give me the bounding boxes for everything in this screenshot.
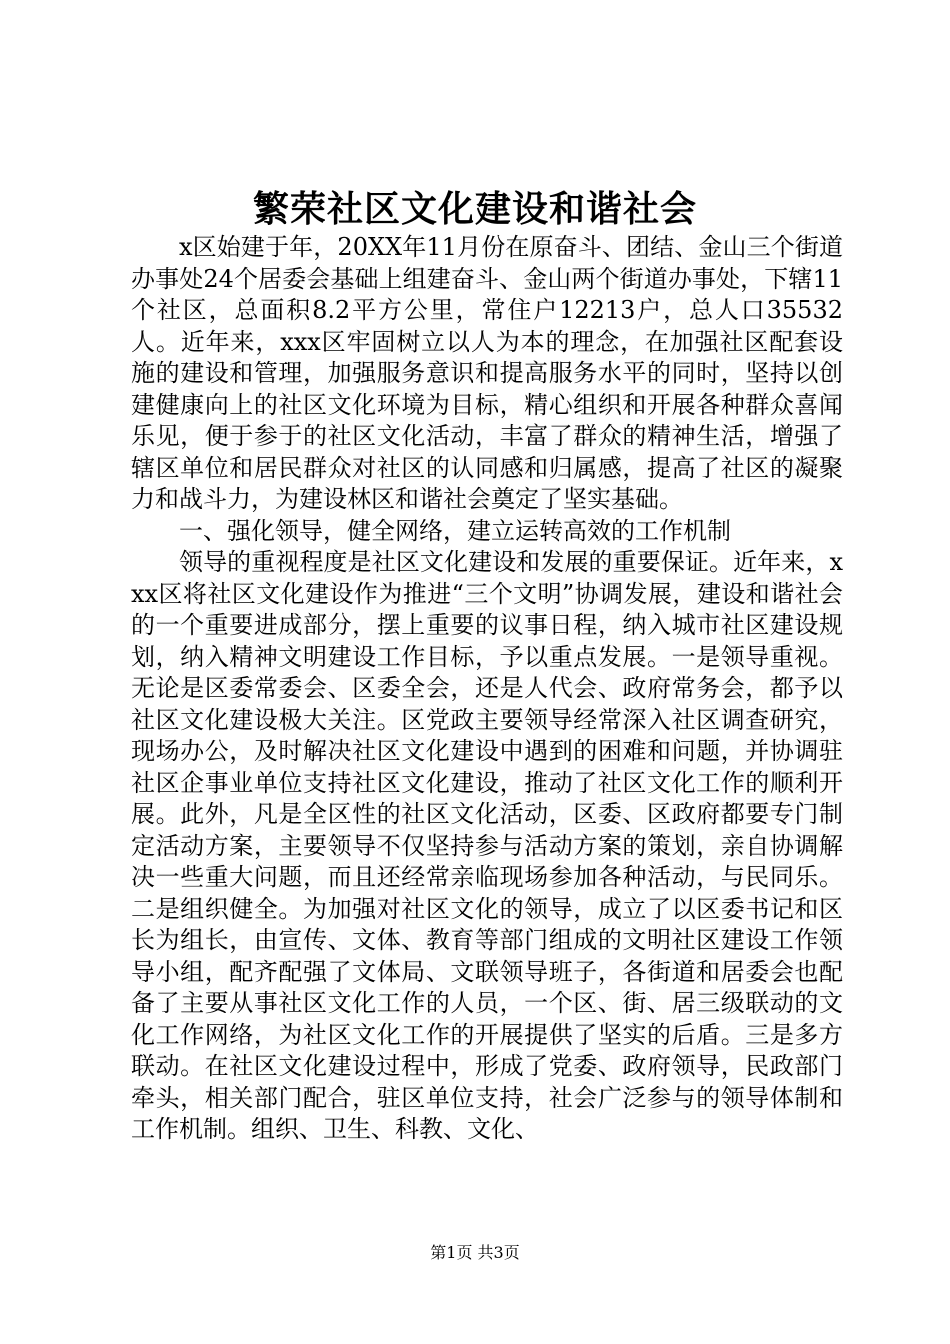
document-title: 繁荣社区文化建设和谐社会: [252, 188, 697, 230]
page-number-footer: 第1页 共3页: [430, 1243, 520, 1262]
paragraph-section-1: 领导的重视程度是社区文化建设和发展的重要保证。近年来，xxx区将社区文化建设作为推进“三个文明”协调发展，建设和谐社会的一个重要进成部分，摆上重要的议事日程，纳入城市社区建设规划，纳入精神文明建设工作目标，予以重点发展。一是领导重视。无论是区委常委会、区委全会，还是人代会、政府常务会，都予以社区文化建设极大关注。区党政主要领导经常深入社区调查研究，现场办公，及时解决社区文化建设中遇到的困难和问题，并协调驻社区企事业单位支持社区文化建设，推动了社区文化工作的顺利开展。此外，凡是全区性的社区文化活动，区委、区政府都要专门制定活动方案，主要领导不仅坚持参与活动方案的策划，亲自协调解决一些重大问题，而且还经常亲临现场参加各种活动，与民同乐。二是组织健全。为加强对社区文化的领导，成立了以区委书记和区长为组长，由宣传、文体、教育等部门组成的文明社区建设工作领导小组，配齐配强了文体局、文联领导班子，各街道和居委会也配备了主要从事社区文化工作的人员，一个区、街、居三级联动的文化工作网络，为社区文化工作的开展提供了坚实的后盾。三是多方联动。在社区文化建设过程中，形成了党委、政府领导，民政部门牵头，相关部门配合，驻区单位支持，社会广泛参与的领导体制和工作机制。组织、卫生、科教、文化、: [131, 548, 843, 1143]
document-body: [131, 232, 843, 1146]
section-heading-1: 一、强化领导，健全网络，建立运转高效的工作机制: [179, 516, 731, 545]
paragraph-intro: x区始建于年，20XX年11月份在原奋斗、团结、金山三个街道办事处24个居委会基础上组建奋斗、金山两个街道办事处，下辖11个社区，总面积8.2平方公里，常住户12213户，总人口35532人。近年来，xxx区牢固树立以人为本的理念，在加强社区配套设施的建设和管理，加强服务意识和提高服务水平的同时，坚持以创建健康向上的社区文化环境为目标，精心组织和开展各种群众喜闻乐见，便于参于的社区文化活动，丰富了群众的精神生活，增强了辖区单位和居民群众对社区的认同感和归属感，提高了社区的凝聚力和战斗力，为建设林区和谐社会奠定了坚实基础。: [131, 233, 843, 513]
